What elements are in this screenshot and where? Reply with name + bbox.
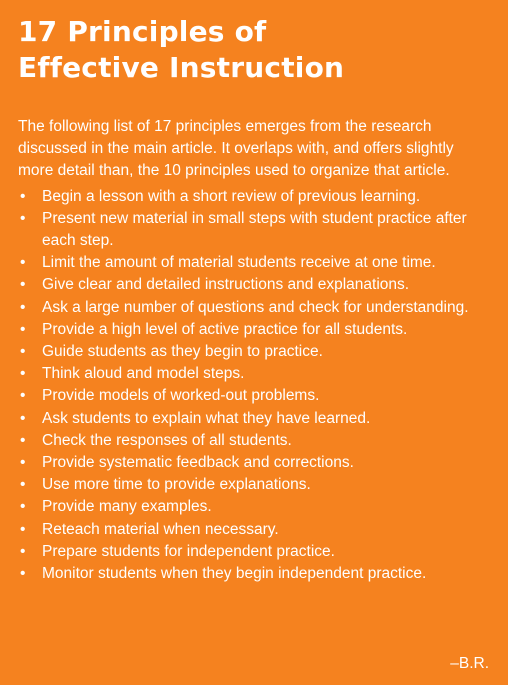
list-item: [18, 474, 490, 496]
list-item: [18, 541, 490, 563]
principle-text: Present new material in small steps with student practice after each step.: [42, 209, 467, 250]
principle-text: Monitor students when they begin independent practice.: [42, 565, 427, 583]
bullet-icon: •: [20, 431, 26, 449]
principle-text: Reteach material when necessary.: [42, 520, 279, 538]
bullet-icon: •: [20, 209, 26, 227]
principles-list: [18, 186, 490, 586]
principle-text: Limit the amount of material students receive at one time.: [42, 254, 436, 272]
list-item: [18, 408, 490, 430]
list-item: [18, 341, 490, 363]
list-item: [18, 563, 490, 585]
principle-text: Begin a lesson with a short review of previous learning.: [42, 187, 421, 205]
list-item: [18, 385, 490, 407]
list-item: [18, 452, 490, 474]
bullet-icon: •: [20, 454, 26, 472]
bullet-icon: •: [20, 365, 26, 383]
bullet-icon: •: [20, 542, 26, 560]
sidebar-title: [18, 14, 490, 86]
principle-text: Ask students to explain what they have learned.: [42, 409, 371, 427]
list-item: [18, 297, 490, 319]
bullet-icon: •: [20, 476, 26, 494]
principle-text: Guide students as they begin to practice.: [42, 343, 323, 361]
list-item: [18, 252, 490, 274]
bullet-icon: •: [20, 498, 26, 516]
bullet-icon: •: [20, 298, 26, 316]
principle-text: Provide a high level of active practice for all students.: [42, 320, 408, 338]
list-item: [18, 319, 490, 341]
list-item: [18, 519, 490, 541]
principle-text: Use more time to provide explanations.: [42, 476, 311, 494]
bullet-icon: •: [20, 320, 26, 338]
intro-paragraph: The following list of 17 principles emerges from the research discussed in the main article. It overlaps with, and offers slightly more detail than, the 10 principles used to organize that article.: [18, 118, 454, 180]
list-item: [18, 274, 490, 296]
list-item: [18, 208, 490, 252]
principle-text: Ask a large number of questions and check for understanding.: [42, 298, 469, 316]
principle-text: Give clear and detailed instructions and explanations.: [42, 276, 410, 294]
principle-text: Provide models of worked-out problems.: [42, 387, 320, 405]
list-item: [18, 363, 490, 385]
author-signature: –B.R.: [450, 655, 489, 672]
bullet-icon: •: [20, 520, 26, 538]
list-item: [18, 186, 490, 208]
bullet-icon: •: [20, 387, 26, 405]
principle-text: Think aloud and model steps.: [42, 365, 245, 383]
principle-text: Prepare students for independent practice.: [42, 542, 335, 560]
bullet-icon: •: [20, 254, 26, 272]
title-line-2: Effective Instruction: [18, 51, 345, 84]
principle-text: Provide systematic feedback and corrections.: [42, 454, 354, 472]
bullet-icon: •: [20, 565, 26, 583]
bullet-icon: •: [20, 276, 26, 294]
bullet-icon: •: [20, 409, 26, 427]
principle-text: Provide many examples.: [42, 498, 212, 516]
bullet-icon: •: [20, 187, 26, 205]
list-item: [18, 430, 490, 452]
bullet-icon: •: [20, 343, 26, 361]
list-item: [18, 496, 490, 518]
principle-text: Check the responses of all students.: [42, 431, 292, 449]
title-line-1: 17 Principles of: [18, 15, 267, 48]
